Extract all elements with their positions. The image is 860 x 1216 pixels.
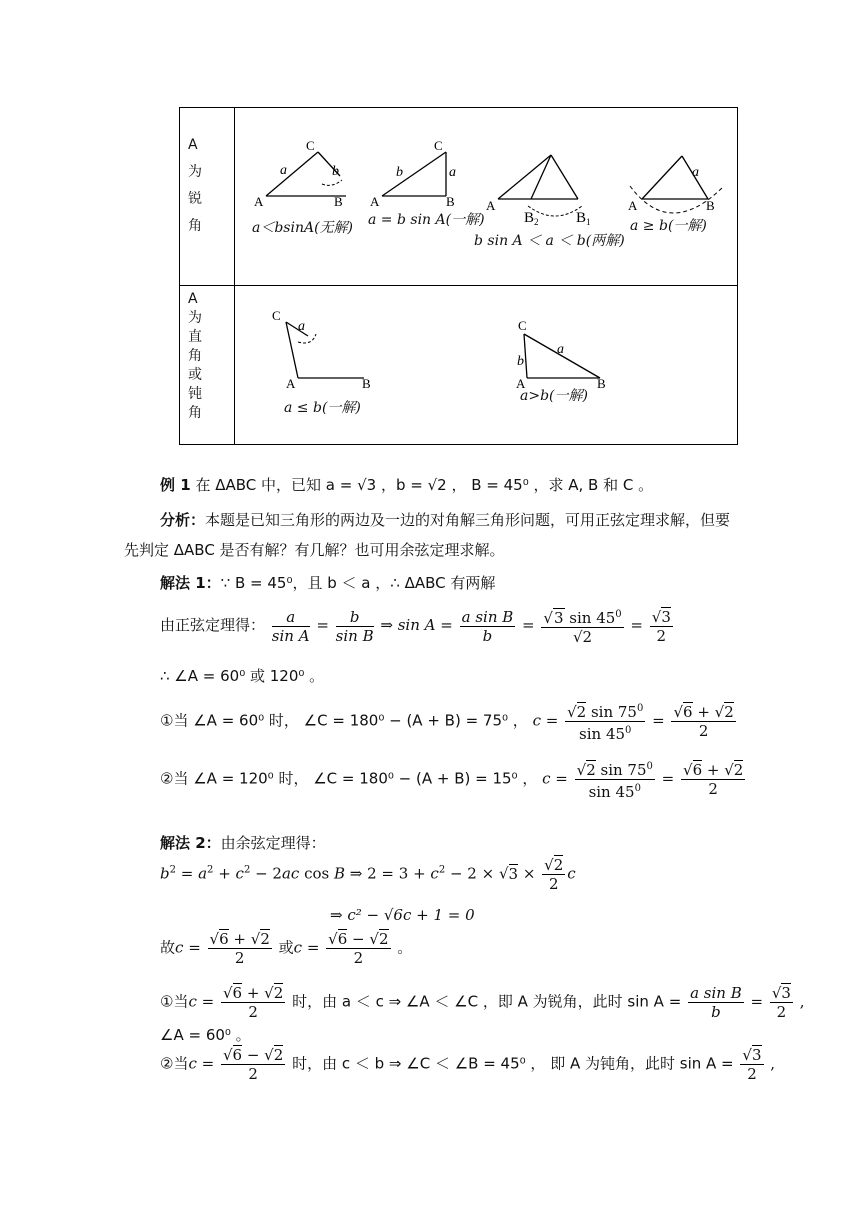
sine-law-line: 由正弦定理得： $\frac{a}{\text{sin A}}$ = $\frac{b}{\text{sin B}}$ ⇒ sin A = $\frac{\text{a sin B}}{b}$ = $\frac{√3 \sin 45^0}{√2}$ = $\frac{√3}{2}$ <box>160 607 671 646</box>
diagram-obtuse-one-solution <box>272 308 371 391</box>
gu-prefix: 故 <box>160 938 176 957</box>
diagram-label: b <box>396 165 403 180</box>
method2-label: 解法 2： <box>160 834 221 852</box>
solution-c-line: 故c = $\frac{√6 + √2}{2}$ 或c = $\frac{√6 - √2}{2}$ 。 <box>160 930 413 967</box>
diagram-label: B <box>362 376 371 391</box>
caption-obtuse-a-greater: a>b(一解) <box>520 388 588 404</box>
diagram-label: B <box>446 194 455 209</box>
sine-law-prefix: 由正弦定理得： <box>160 616 266 634</box>
diagram-label: C <box>434 138 443 153</box>
row2-header-char: 钝 <box>188 386 202 402</box>
or-word: 或 <box>278 938 294 957</box>
diagram-label: B <box>706 198 715 213</box>
diagram-one-solution-right <box>370 138 456 209</box>
case1-line: ①当 ∠A = 60⁰ 时， ∠C = 180⁰ − (A + B) = 75⁰ ， c = $\frac{√2 \sin 75^0}{\sin 45^0}$ = $\frac{√6 + √2}{2}$ <box>160 700 738 743</box>
c2-line: ②当c = $\frac{√6 - √2}{2}$ 时，由 c ＜ b ⇒ ∠C ＜ ∠B = 45⁰ ， 即 A 为钝角，此时 sin A = $\frac{√3}{2}$ , <box>160 1046 776 1083</box>
row2-header-char: 角 <box>188 405 202 421</box>
c2-mid: 时，由 c ＜ b ⇒ ∠C ＜ ∠B = 45⁰ ， 即 A 为钝角，此时 sin A = <box>292 1054 734 1073</box>
c1-end: ∠A = 60⁰ 。 <box>160 1026 251 1044</box>
diagram-label: C <box>272 308 281 323</box>
c1-mid: 时，由 a ＜ c ⇒ ∠A ＜ ∠C ，即 A 为锐角，此时 sin A = <box>292 992 682 1011</box>
caption-one-solution-right: a = b sin A(一解) <box>368 212 485 228</box>
diagram-label: b <box>517 354 524 369</box>
caption-one-solution-large-a: a ≥ b(一解) <box>630 218 707 234</box>
diagram-label: A <box>516 376 526 391</box>
row2-header-char: 为 <box>188 310 202 326</box>
analysis-label: 分析： <box>160 511 206 529</box>
case1-text: ①当 ∠A = 60⁰ 时， ∠C = 180⁰ − (A + B) = 75⁰ ， <box>160 711 528 730</box>
row2-header-char: 直 <box>188 329 202 345</box>
diagram-label: a <box>298 319 305 334</box>
diagram-label: C <box>306 138 315 153</box>
method1-line <box>160 572 495 593</box>
case2-text: ②当 ∠A = 120⁰ 时， ∠C = 180⁰ − (A + B) = 15⁰ ， <box>160 769 538 788</box>
table-diagrams <box>0 0 860 460</box>
method1-text: ∵ B = 45⁰，且 b ＜ a ，∴ ΔABC 有两解 <box>220 574 496 592</box>
diagram-label: A <box>628 198 638 213</box>
diagram-label: B <box>334 194 343 209</box>
caption-two-solutions: b sin A ＜ a ＜ b(两解) <box>474 233 625 249</box>
diagram-label: A <box>286 376 296 391</box>
c1-prefix: ①当 <box>160 992 189 1011</box>
row2-header-char: 或 <box>188 367 202 383</box>
analysis-line-2: 先判定 ΔABC 是否有解？有几解？也可用余弦定理求解。 <box>124 541 505 559</box>
example-statement: 在 ΔABC 中，已知 a = √3 ，b = √2 ， B = 45⁰ ，求 A, B 和 C 。 <box>195 476 654 494</box>
row1-header-char: 锐 <box>188 191 202 207</box>
diagram-label: a <box>692 165 699 180</box>
diagram-label: a <box>557 342 564 357</box>
method2-text: 由余弦定理得： <box>220 834 326 852</box>
diagram-obtuse-a-greater <box>516 318 606 391</box>
diagram-label: B <box>597 376 606 391</box>
row1-header-char: 角 <box>188 218 202 234</box>
row2-header-char: 角 <box>188 348 202 364</box>
diagram-label: A <box>370 194 380 209</box>
diagram-label: A <box>486 198 496 213</box>
diagram-label: C <box>518 318 527 333</box>
example-line <box>160 474 653 495</box>
cos-law-line: $b^2 = a^2 + c^2 - 2ac$ cos B ⇒ $2 = 3 + c^2 - 2 \times √3$ × $\frac{√2}{2}$ c <box>160 856 576 893</box>
example-title: 例 1 <box>160 476 191 494</box>
diagram-label: a <box>449 165 456 180</box>
row1-header-char: 为 <box>188 164 202 180</box>
c1-line: ①当c = $\frac{√6 + √2}{2}$ 时，由 a ＜ c ⇒ ∠A ＜ ∠C ，即 A 为锐角，此时 sin A = $\frac{\text{a sin B}}{b}$ = $\frac{√3}{2}$ , <box>160 984 805 1021</box>
diagram-one-solution-large-a <box>628 156 724 213</box>
diagram-label: $B_1$ <box>576 210 591 227</box>
c2-prefix: ②当 <box>160 1054 189 1073</box>
diagram-label: A <box>254 194 264 209</box>
diagram-label: b <box>332 164 339 179</box>
row1-header-char: A <box>188 137 198 153</box>
caption-no-solution: a＜bsinA(无解) <box>252 220 354 236</box>
angle-a-line: ∴ ∠A = 60⁰ 或 120⁰ 。 <box>160 667 325 685</box>
diagram-label: $B_2$ <box>524 210 539 227</box>
method2-line <box>160 832 326 853</box>
cos-law-result: ⇒ c² − √6c + 1 = 0 <box>330 906 475 924</box>
caption-obtuse-one-solution: a ≤ b(一解) <box>284 400 361 416</box>
analysis-text: 本题是已知三角形的两边及一边的对角解三角形问题，可用正弦定理求解，但要 <box>205 511 731 529</box>
diagram-two-solutions <box>486 155 591 227</box>
analysis-line-1 <box>160 509 730 530</box>
case2-line: ②当 ∠A = 120⁰ 时， ∠C = 180⁰ − (A + B) = 15⁰ ， c = $\frac{√2 \sin 75^0}{\sin 45^0}$ = $\frac{√6 + √2}{2}$ <box>160 758 747 801</box>
diagram-label: a <box>280 163 287 178</box>
method1-label: 解法 1： <box>160 574 221 592</box>
row2-header-char: A <box>188 291 198 307</box>
diagram-no-solution <box>254 138 346 209</box>
